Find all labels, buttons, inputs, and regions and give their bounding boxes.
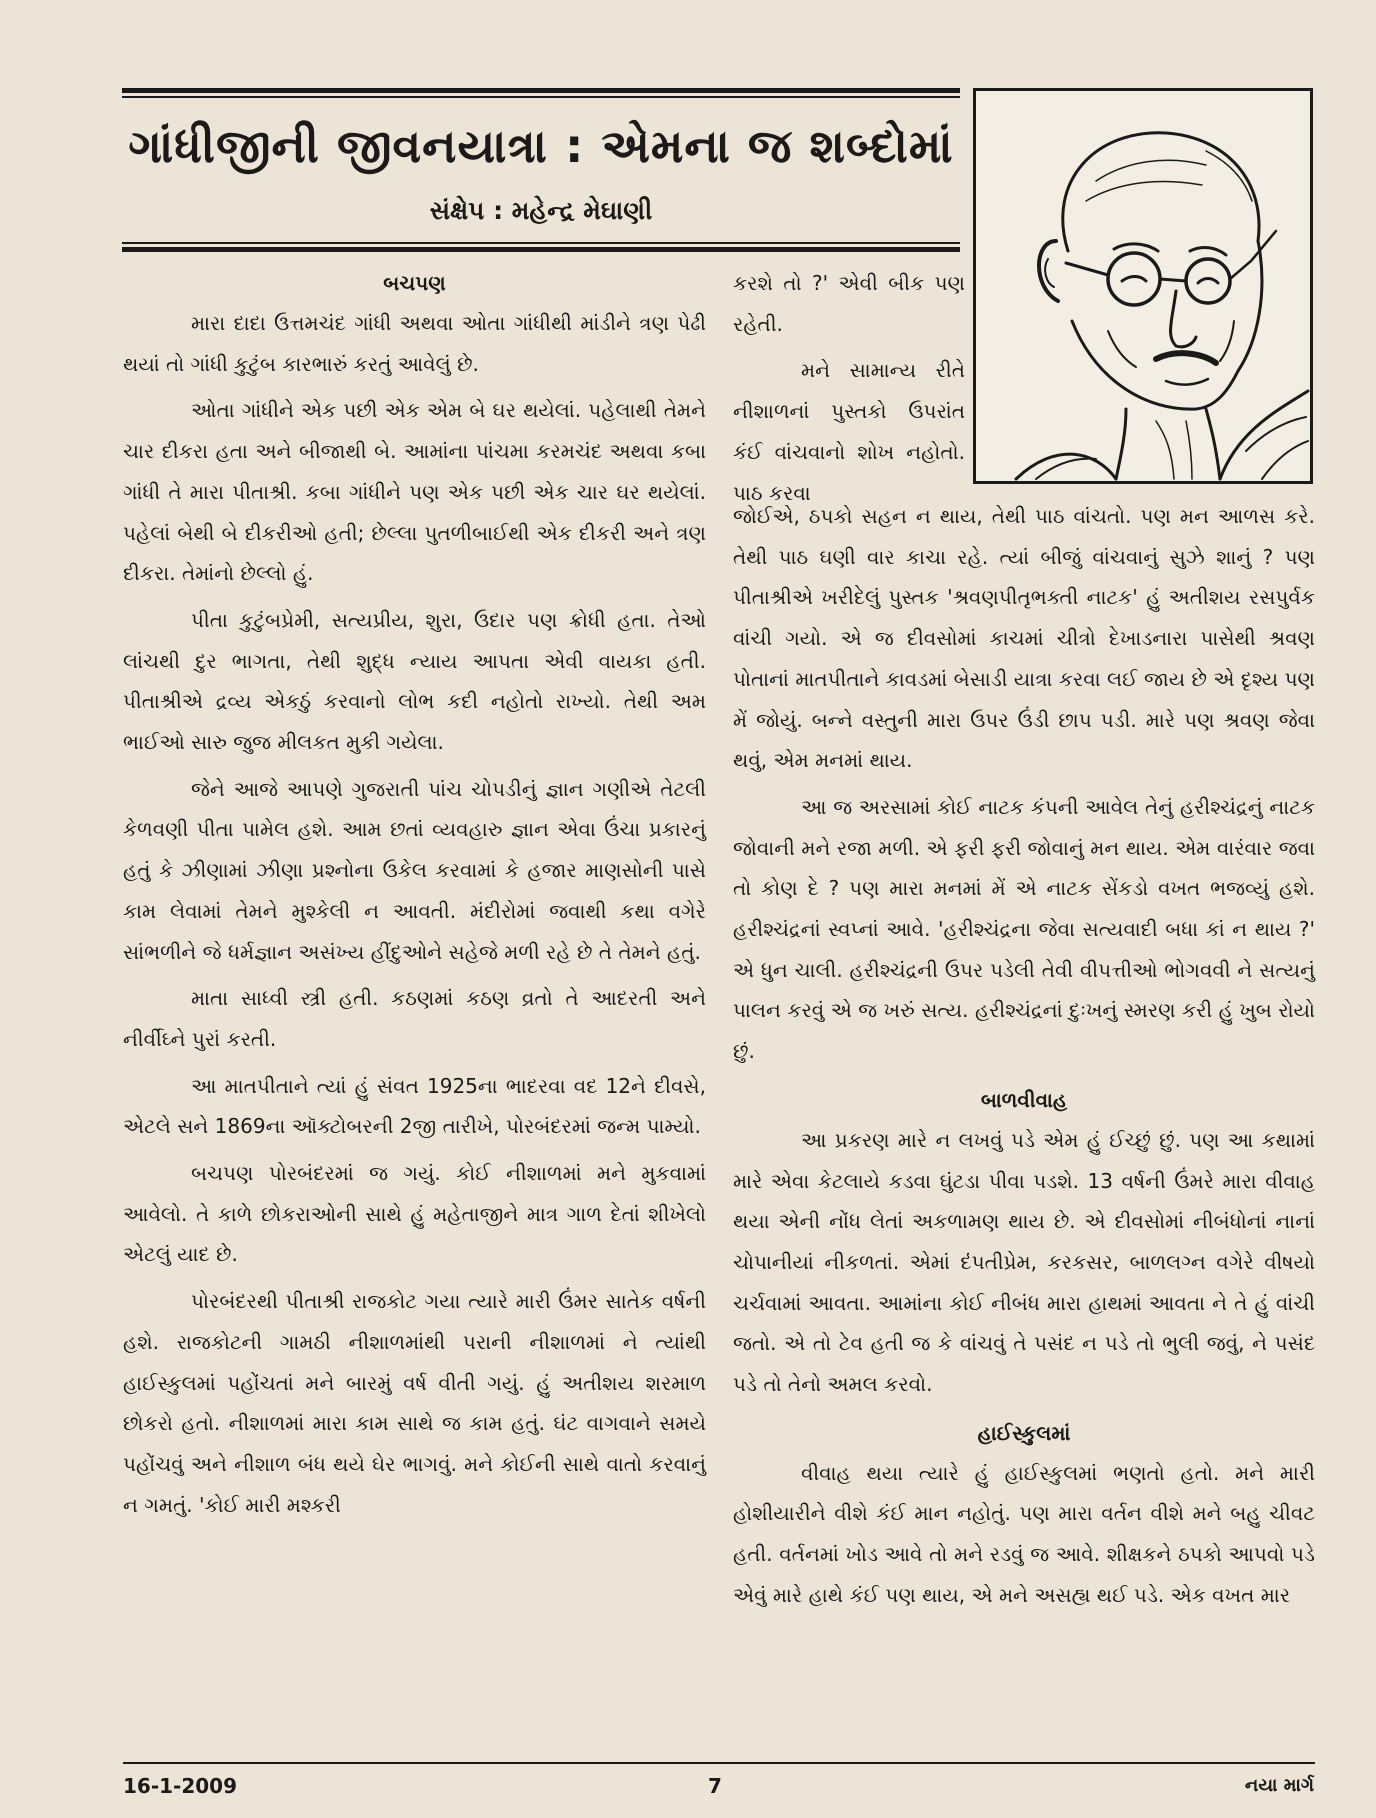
right-column <box>733 496 1315 1616</box>
header-top-rule-thin <box>122 96 960 98</box>
paragraph: જોઈએ, ઠપકો સહન ન થાય, તેથી પાઠ વાંચતો. પણ મન આળસ કરે. તેથી પાઠ ઘણી વાર કાચા રહે. ત્યાં બીજું વાંચવાનું સુઝે શાનું ? પણ પીતાશ્રીએ ખરીદેલું પુસ્તક 'શ્રવણપીતૃભક્તી નાટક' હું અતીશય રસપુર્વક વાંચી ગયો. એ જ દીવસોમાં કાચમાં ચીત્રો દેખાડનારા પાસેથી શ્રવણ પોતાનાં માતપીતાને કાવડમાં બેસાડી યાત્રા કરવા લઈ જાય છે એ દૃશ્ય પણ મેં જોયું. બન્ને વસ્તુની મારા ઉપર ઉંડી છાપ પડી. મારે પણ શ્રવણ જેવા થવું, એમ મનમાં થાય. <box>733 504 1315 773</box>
footer-date: 16-1-2009 <box>123 1774 238 1798</box>
paragraph: પોરબંદરથી પીતાશ્રી રાજકોટ ગયા ત્યારે મારી ઉંમર સાતેક વર્ષની હશે. રાજકોટની ગામઠી નીશાળમાંથી પરાની નીશાળમાં ને ત્યાંથી હાઈસ્કુલમાં પહોંચતાં મને બારમું વર્ષ વીતી ગયું. હું અતીશય શરમાળ છોકરો હતો. નીશાળમાં મારા કામ સાથે જ કામ હતું. ઘંટ વાગવાને સમયે પહોંચવું અને નીશાળ બંધ થયે ઘેર ભાગવું. મને કોઈની સાથે વાતો કરવાનું ન ગમતું. 'કોઈ મારી મશ્કરી <box>123 1289 706 1517</box>
article-title: ગાંધીજીની જીવનયાત્રા : એમના જ શબ્દોમાં <box>128 119 954 173</box>
paragraph: પીતા કુટુંબપ્રેમી, સત્યપ્રીય, શુરા, ઉદાર પણ ક્રોધી હતા. તેઓ લાંચથી દુર ભાગતા, તેથી શુદ્ધ ન્યાય આપતા એવી વાયકા હતી. પીતાશ્રીએ દ્રવ્ય એકઠું કરવાનો લોભ કદી નહોતો રાખ્યો. તેથી અમ ભાઈઓ સારુ જુજ મીલકત મુકી ગયેલા. <box>123 607 706 755</box>
header-bottom-rule <box>122 247 960 252</box>
paragraph: માતા સાધ્વી સ્ત્રી હતી. કઠણમાં કઠણ વ્રતો તે આદરતી અને નીર્વીઘ્ને પુરાં કરતી. <box>123 986 706 1051</box>
right-column-top <box>733 263 965 513</box>
paragraph: વીવાહ થયા ત્યારે હું હાઈસ્કુલમાં ભણતો હતો. મને મારી હોશીયારીને વીશે કંઈ માન નહોતું. પણ મારા વર્તન વીશે મને બહુ ચીવટ હતી. વર્તનમાં ખોડ આવે તો મને રડવું જ આવે. શીક્ષકને ઠપકો આપવો પડે એવું મારે હાથે કંઈ પણ થાય, એ મને અસહ્ય થઈ પડે. એક વખત માર <box>733 1460 1315 1607</box>
paragraph: આ માતપીતાને ત્યાં હું સંવત 1925ના ભાદરવા વદ 12ને દીવસે, એટલે સને 1869ના ઑક્ટોબરની 2જી તારીખે, પોરબંદરમાં જન્મ પામ્યો. <box>123 1073 706 1139</box>
section-heading-childhood: બચપણ <box>383 271 446 295</box>
paragraph: બચપણ પોરબંદરમાં જ ગયું. કોઈ નીશાળમાં મને મુકવામાં આવેલો. તે કાળે છોકરાઓની સાથે હું મહેતાજીને માત્ર ગાળ દેતાં શીખેલો એટલું યાદ છે. <box>123 1161 706 1267</box>
paragraph: ઓતા ગાંધીને એક પછી એક એમ બે ઘર થયેલાં. પહેલાથી તેમને ચાર દીકરા હતા અને બીજાથી બે. આમાંના પાંચમા કરમચંદ અથવા કબા ગાંધી તે મારા પીતાશ્રી. કબા ગાંધીને પણ એક પછી એક ચાર ઘર થયેલાં. પહેલાં બેથી બે દીકરીઓ હતી; છેલ્લા પુતળીબાઈથી એક દીકરી અને ત્રણ દીકરા. તેમાંનો છેલ્લો હું. <box>123 398 706 586</box>
footer-rule <box>123 1762 1315 1764</box>
paragraph: આ જ અરસામાં કોઈ નાટક કંપની આવેલ તેનું હરીશ્ચંદ્રનું નાટક જોવાની મને રજા મળી. એ ફરી ફરી જોવાનું મન થાય. એમ વારંવાર જવા તો કોણ દે ? પણ મારા મનમાં મેં એ નાટક સેંકડો વખત ભજવ્યું હશે. હરીશ્ચંદ્રનાં સ્વપ્નાં આવે. 'હરીશ્ચંદ્રના જેવા સત્યવાદી બધા કાં ન થાય ?' એ ધુન ચાલી. હરીશ્ચંદ્રની ઉપર પડેલી તેવી વીપત્તીઓ ભોગવવી ને સત્યનું પાલન કરવું એ જ ખરું સત્ય. હરીશ્ચંદ્રનાં દુઃખનું સ્મરણ કરી હું ખુબ રોયો છું. <box>733 794 1315 1064</box>
paragraph: આ પ્રકરણ મારે ન લખવું પડે એમ હું ઈચ્છું છું. પણ આ કથામાં મારે એવા કેટલાયે કડવા ઘુંટડા પીવા પડશે. 13 વર્ષની ઉંમરે મારા વીવાહ થયા એની નોંધ લેતાં અકળામણ થાય છે. એ દીવસોમાં નીબંધોનાં નાનાં ચોપાનીયાં નીકળતાં. એમાં દંપતીપ્રેમ, કરકસર, બાળલગ્ન વગેરે વીષયો ચર્ચવામાં આવતા. આમાંના કોઈ નીબંધ મારા હાથમાં આવતા ને તે હું વાંચી જતો. એ તો ટેવ હતી જ કે વાંચવું તે પસંદ ન પડે તો ભુલી જવું, ને પસંદ પડે તો તેનો અમલ કરવો. <box>733 1127 1315 1397</box>
paragraph: મને સામાન્ય રીતે નીશાળનાં પુસ્તકો ઉપરાંત કંઈ વાંચવાનો શોખ નહોતો. પાઠ કરવા <box>733 358 965 505</box>
footer-page-number: 7 <box>708 1774 722 1798</box>
paragraph: મારા દાદા ઉત્તમચંદ ગાંધી અથવા ઓતા ગાંધીથી માંડીને ત્રણ પેઢી થયાં તો ગાંધી કુટુંબ કારભારું કરતું આવેલું છે. <box>123 311 706 376</box>
footer-magazine-name: નયા માર્ગ <box>1244 1775 1314 1796</box>
left-column <box>123 263 706 1525</box>
article-byline: સંક્ષેપ : મહેન્દ્ર મેઘાણી <box>429 196 653 225</box>
section-heading-child-marriage: બાળવીવાહ <box>980 1087 1068 1112</box>
paragraph: કરશે તો ?' એવી બીક પણ રહેતી. <box>733 271 965 336</box>
section-heading-high-school: હાઈસ્કુલમાં <box>977 1420 1071 1445</box>
header-bottom-rule-thin <box>122 242 960 244</box>
header-top-rule <box>122 88 960 93</box>
portrait-sketch <box>976 91 1310 481</box>
paragraph: જેને આજે આપણે ગુજરાતી પાંચ ચોપડીનું જ્ઞાન ગણીએ તેટલી કેળવણી પીતા પામેલ હશે. આમ છતાં વ્યવહારુ જ્ઞાન એવા ઉંચા પ્રકારનું હતું કે ઝીણામાં ઝીણા પ્રશ્નોના ઉકેલ કરવામાં કે હજાર માણસોની પાસે કામ લેવામાં તેમને મુશ્કેલી ન આવતી. મંદીરોમાં જવાથી કથા વગેરે સાંભળીને જે ધર્મજ્ઞાન અસંખ્ય હીંદુઓને સહેજે મળી રહે છે તે તેમને હતું. <box>123 776 706 964</box>
gandhi-portrait-illustration <box>973 88 1313 484</box>
